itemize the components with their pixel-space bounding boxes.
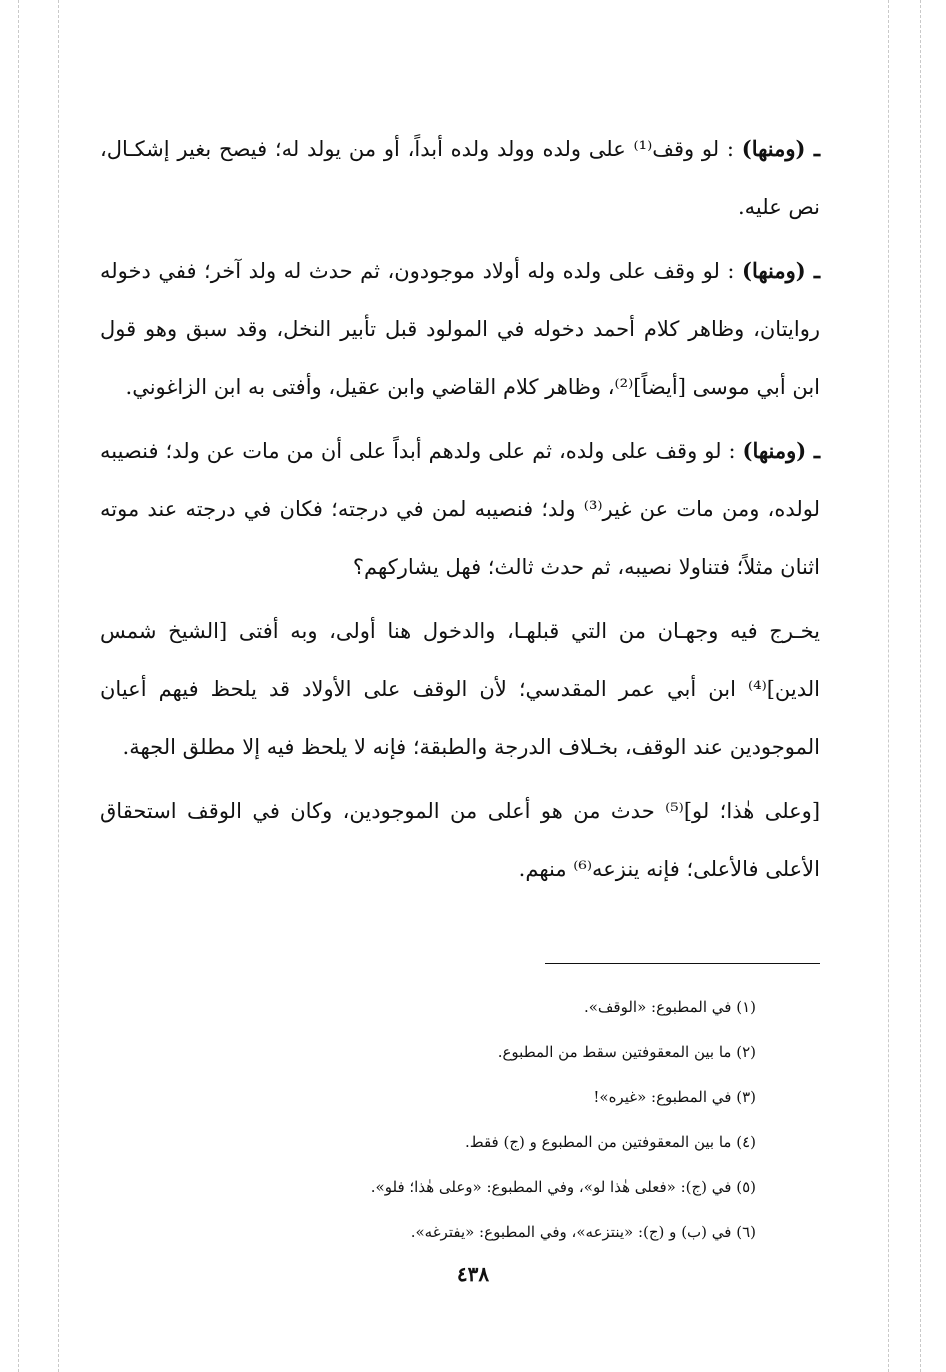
footnote-2: (٢) ما بين المعقوفتين سقط من المطبوع. xyxy=(497,1043,756,1061)
footnote-3: (٣) في المطبوع: «غيره»! xyxy=(593,1088,756,1106)
paragraph-text: : لو وقف على ولده، ثم على ولدهم أبداً على أن من مات عن ولد؛ فنصيبه لولده، ومن مات عن غير⁽³⁾ ولد؛ فنصيبه لمن في درجته؛ فكان في درجته عند موته اثنان مثلاً؛ فتناولا نصيبه، ثم حدث ثالث؛ فهل يشاركهم؟ xyxy=(100,439,820,579)
footnotes xyxy=(156,985,756,1255)
page-body xyxy=(100,120,820,904)
paragraph-text: [وعلى هٰذا؛ لو]⁽⁵⁾ حدث من هو أعلى من الموجودين، وكان في الوقف استحقاق الأعلى فالأعلى؛ فإنه ينزعه⁽⁶⁾ منهم. xyxy=(100,799,821,881)
footnote-separator xyxy=(545,963,820,964)
footnote-5: (٥) في (ج): «فعلى هٰذا لو»، وفي المطبوع: «وعلى هٰذا؛ فلو». xyxy=(370,1178,756,1196)
paragraph-text: : لو وقف⁽¹⁾ على ولده وولد ولده أبداً، أو من يولد له؛ فيصح بغير إشكـال، نص عليه. xyxy=(100,137,820,219)
paragraph-4 xyxy=(100,602,820,776)
paragraph-text: يخـرج فيه وجهـان من التي قبلهـا، والدخول هنا أولى، وبه أفتى [الشيخ شمس الدين]⁽⁴⁾ ابن أبي عمر المقدسي؛ لأن الوقف على الأولاد قد يلحظ فيهم أعيان الموجودين عند الوقف، بخـلاف الدرجة والطبقة؛ فإنه لا يلحظ فيه إلا مطلق الجهة. xyxy=(100,619,820,759)
scan-margin-line-right-outer xyxy=(920,0,921,1372)
footnote-6: (٦) في (ب) و (ج): «ينتزعه»، وفي المطبوع: «يفترغه». xyxy=(410,1223,756,1241)
scan-margin-line-right-inner xyxy=(888,0,889,1372)
page-number: ٤٣٨ xyxy=(456,1262,490,1286)
scan-margin-line-left-outer xyxy=(18,0,19,1372)
footnote-1: (١) في المطبوع: «الوقف». xyxy=(583,998,756,1016)
paragraph-1 xyxy=(100,120,820,236)
paragraph-2 xyxy=(100,242,820,416)
paragraph-5 xyxy=(100,782,820,898)
paragraph-text: : لو وقف على ولده وله أولاد موجودون، ثم حدث له ولد آخر؛ ففي دخوله روايتان، وظاهر كلام أحمد دخوله في المولود قبل تأبير النخل، وقد سبق وهو قول ابن أبي موسى [أيضاً]⁽²⁾، وظاهر كلام القاضي وابن عقيل، وأفتى به ابن الزاغوني. xyxy=(100,259,820,399)
paragraph-lead: ـ (ومنها) xyxy=(741,136,821,161)
paragraph-lead: ـ (ومنها) xyxy=(742,258,820,283)
paragraph-lead: ـ (ومنها) xyxy=(742,438,821,463)
footnote-4: (٤) ما بين المعقوفتين من المطبوع و (ج) فقط. xyxy=(464,1133,756,1151)
scan-margin-line-left-inner xyxy=(58,0,59,1372)
paragraph-3 xyxy=(100,422,820,596)
